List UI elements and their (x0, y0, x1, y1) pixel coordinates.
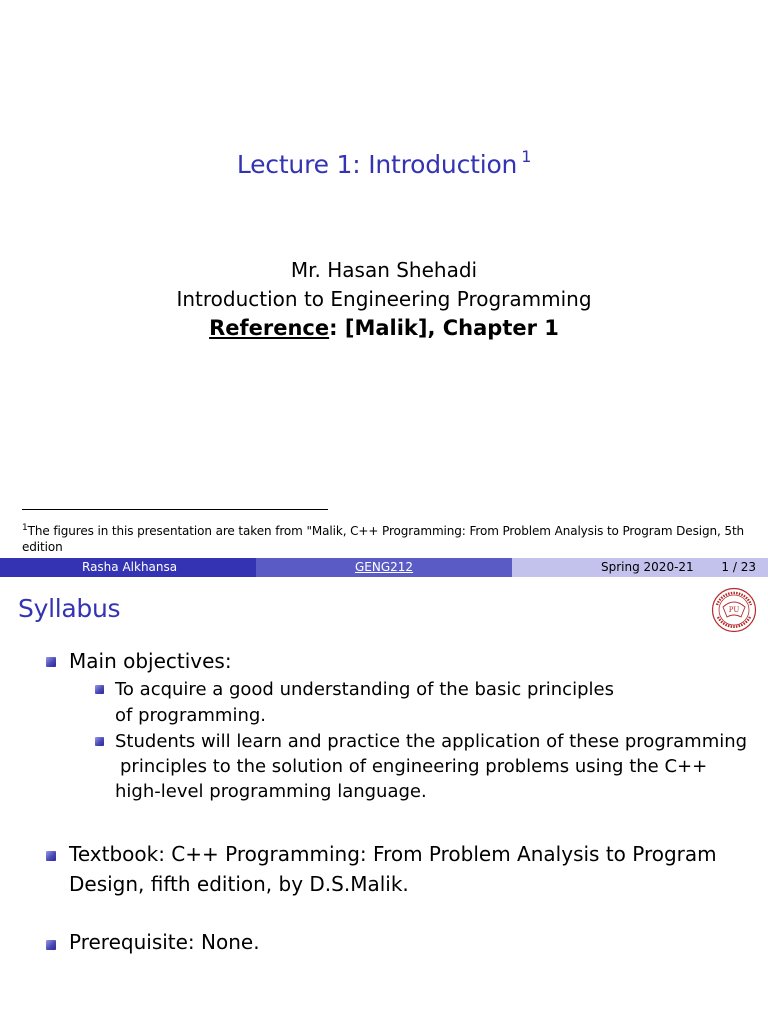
footer-page-number: 1 / 23 (721, 560, 756, 574)
footnote-mark: 1 (22, 523, 28, 533)
footer-author (0, 558, 256, 577)
bullet-square-icon (46, 851, 56, 861)
footnote (22, 520, 762, 555)
footer-course (256, 558, 512, 577)
prerequisite-text: Prerequisite: None. (69, 930, 260, 954)
slide-title: Syllabus (18, 594, 121, 623)
course-name: Introduction to Engineering Programming (176, 287, 592, 311)
objective-2-line-2: principles to the solution of engineering problems using the C++ (120, 756, 708, 777)
footer-author-text: Rasha Alkhansa (82, 560, 178, 574)
title-footnote-mark: 1 (521, 147, 532, 166)
footer-info (512, 558, 768, 577)
objective-2-line-1: Students will learn and practice the application of these programming (115, 731, 748, 752)
logo-text: PU (728, 606, 740, 614)
bullet-square-icon (95, 737, 104, 746)
objective-1-line-1: To acquire a good understanding of the basic principles (115, 679, 614, 700)
reference-value: : [Malik], Chapter 1 (329, 316, 559, 340)
textbook-line-1: Textbook: C++ Programming: From Problem Analysis to Program (69, 842, 717, 866)
objective-2-line-3: high-level programming language. (115, 781, 427, 802)
textbook-line-2: Design, fifth edition, by D.S.Malik. (69, 872, 409, 896)
footer-course-link[interactable]: GENG212 (354, 560, 414, 574)
reference-label: Reference (209, 316, 330, 340)
objective-1-line-2: of programming. (115, 705, 266, 726)
syllabus-slide (0, 577, 768, 1024)
reference-line (0, 314, 768, 343)
lecture-title (0, 147, 768, 179)
author-name: Mr. Hasan Shehadi (290, 258, 478, 282)
objectives-heading: Main objectives: (69, 649, 232, 673)
author-block (0, 256, 768, 343)
footnote-divider (22, 509, 328, 510)
bullet-square-icon (95, 685, 104, 694)
bullet-square-icon (46, 940, 56, 950)
slide-footer (0, 558, 768, 577)
footer-term: Spring 2020-21 (601, 560, 694, 574)
footnote-text: The figures in this presentation are taken from "Malik, C++ Programming: From Problem Analysis to Program Design, 5th edition (22, 524, 745, 554)
university-logo-icon (711, 587, 757, 633)
bullet-square-icon (46, 657, 56, 667)
lecture-title-text: Lecture 1: Introduction (236, 150, 518, 179)
